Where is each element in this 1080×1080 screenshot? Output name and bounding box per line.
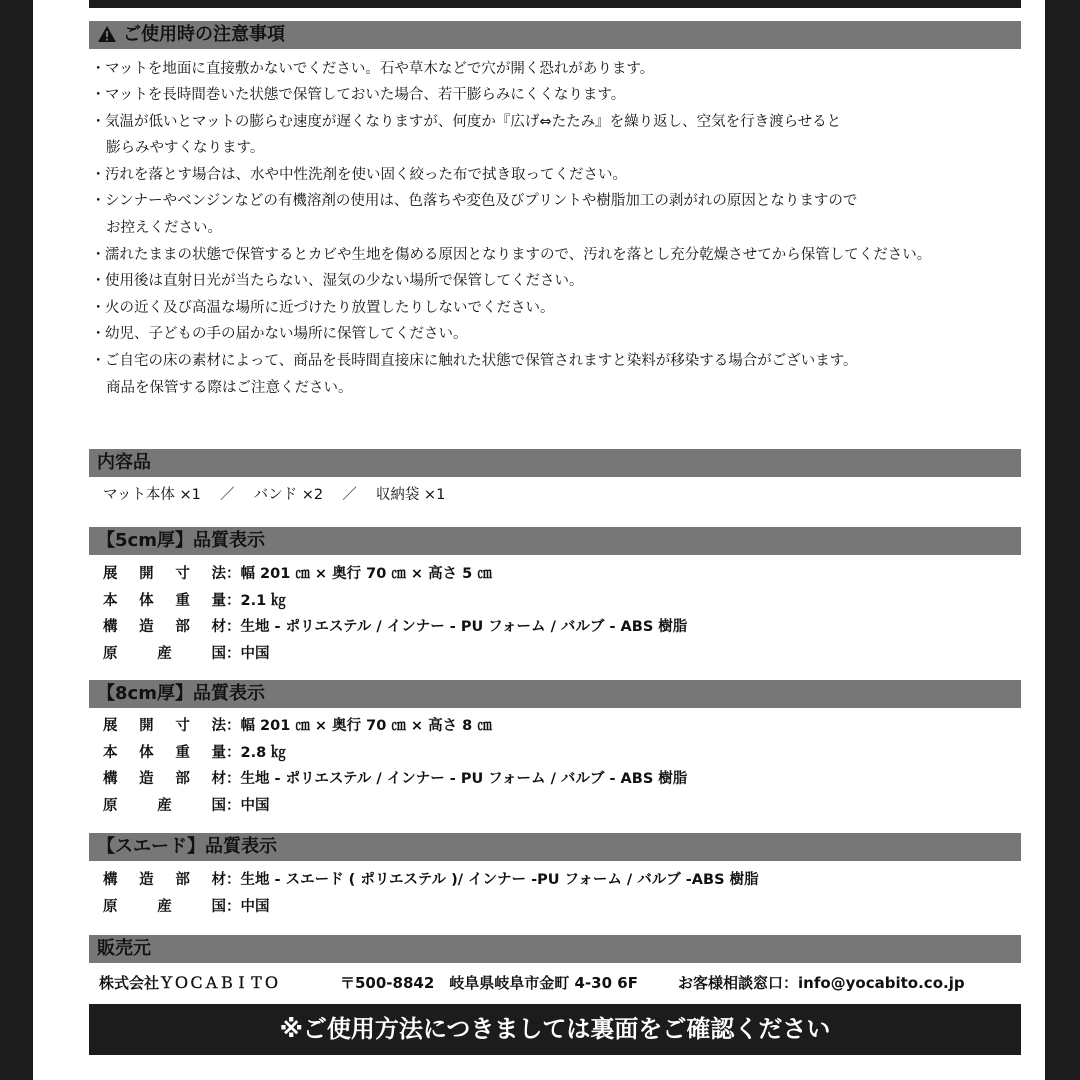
spec-row: 本体重量：2.8 ㎏	[103, 745, 286, 761]
seller-contact: お客様相談窓口：info@yocabito.co.jp	[678, 974, 965, 992]
spec-row: 展開寸法：幅 201 ㎝ × 奥行 70 ㎝ × 高さ 8 ㎝	[103, 718, 492, 734]
spec-5cm-header: 【5cm厚】品質表示	[89, 527, 1021, 555]
caution-item: ・使用後は直射日光が当たらない、湿気の少ない場所で保管してください。	[91, 273, 584, 289]
top-bar	[89, 0, 1021, 8]
contents-header: 内容品	[89, 449, 1021, 477]
contents-text: マット本体 ×1 ／ バンド ×2 ／ 収納袋 ×1	[103, 487, 446, 503]
caution-item: ・火の近く及び高温な場所に近づけたり放置したりしないでください。	[91, 300, 555, 316]
caution-item: ・ご自宅の床の素材によって、商品を長時間直接床に触れた状態で保管されますと染料が移染する場合がございます。	[91, 353, 858, 369]
seller-header: 販売元	[89, 935, 1021, 963]
caution-item: ・幼児、子どもの手の届かない場所に保管してください。	[91, 326, 468, 342]
caution-item-continued: 膨らみやすくなります。	[106, 140, 265, 156]
caution-item: ・気温が低いとマットの膨らむ速度が遅くなりますが、何度か『広げ⇔たたみ』を繰り返し、空気を行き渡らせると	[91, 114, 842, 130]
caution-item: ・汚れを落とす場合は、水や中性洗剤を使い固く絞った布で拭き取ってください。	[91, 167, 627, 183]
spec-row: 原産国：中国	[103, 899, 270, 915]
spec-row: 構造部材：生地 - ポリエステル / インナー - PU フォーム / バルブ - ABS 樹脂	[103, 771, 688, 787]
spec-row: 原産国：中国	[103, 646, 270, 662]
caution-item: ・マットを地面に直接敷かないでください。石や草木などで穴が開く恐れがあります。	[91, 61, 655, 77]
caution-item: ・シンナーやベンジンなどの有機溶剤の使用は、色落ちや変色及びプリントや樹脂加工の剥がれの原因となりますので	[91, 193, 858, 209]
spec-row: 原産国：中国	[103, 798, 270, 814]
caution-item: ・濡れたままの状態で保管するとカビや生地を傷める原因となりますので、汚れを落とし充分乾燥させてから保管してください。	[91, 247, 932, 263]
seller-address: 〒500-8842 岐阜県岐阜市金町 4-30 6F	[340, 974, 638, 992]
back-side-notice: ※ご使用方法につきましては裏面をご確認ください	[89, 1004, 1021, 1055]
caution-title: ご使用時の注意事項	[123, 24, 285, 45]
caution-header	[89, 21, 1021, 49]
spec-suede-header: 【スエード】品質表示	[89, 833, 1021, 861]
spec-row: 展開寸法：幅 201 ㎝ × 奥行 70 ㎝ × 高さ 5 ㎝	[103, 566, 492, 582]
spec-row: 本体重量：2.1 ㎏	[103, 593, 286, 609]
document-sheet	[33, 0, 1045, 1080]
caution-item-continued: お控えください。	[106, 220, 222, 236]
caution-item-continued: 商品を保管する際はご注意ください。	[106, 380, 353, 396]
spec-row: 構造部材：生地 - スエード ( ポリエステル )/ インナー -PU フォーム / バルブ -ABS 樹脂	[103, 872, 759, 888]
caution-item: ・マットを長時間巻いた状態で保管しておいた場合、若干膨らみにくくなります。	[91, 87, 626, 103]
warning-icon	[97, 25, 117, 43]
seller-company: 株式会社ＹＯＣＡＢＩＴＯ	[99, 974, 280, 992]
spec-row: 構造部材：生地 - ポリエステル / インナー - PU フォーム / バルブ - ABS 樹脂	[103, 619, 688, 635]
spec-8cm-header: 【8cm厚】品質表示	[89, 680, 1021, 708]
